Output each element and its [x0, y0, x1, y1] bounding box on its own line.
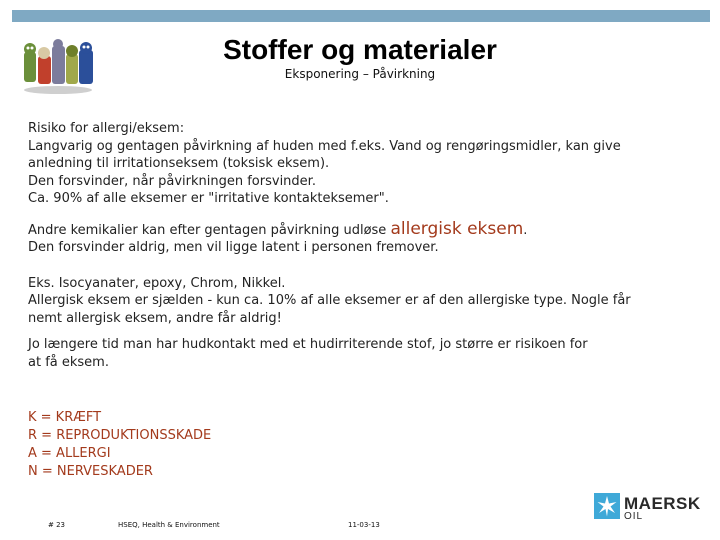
legend-item: R = REPRODUKTIONSSKADE	[28, 428, 212, 443]
content-body	[28, 120, 708, 481]
text-line: Den forsvinder, når påvirkningen forsvinder.	[28, 173, 316, 189]
text-line: Eks. Isocyanater, epoxy, Chrom, Nikkel.	[28, 275, 286, 291]
footer-date: 11-03-13	[348, 521, 380, 529]
text-line: Allergisk eksem er sjælden - kun ca. 10% af alle eksemer er af den allergiske type. Nogle får	[28, 293, 631, 308]
maersk-oil-logo	[594, 493, 714, 523]
section-heading: Risiko for allergi/eksem:	[28, 121, 185, 136]
brand-sub: OIL	[624, 511, 644, 522]
text-line: nemt allergisk eksem, andre får aldrig!	[28, 310, 282, 326]
text-line: at få eksem.	[28, 354, 109, 370]
text-line: Jo længere tid man har hudkontakt med et hudirriterende stof, jo større er risikoen for	[28, 337, 588, 352]
text-fragment: Andre kemikalier kan efter gentagen påvirkning udløse	[28, 222, 387, 238]
page-subtitle: Eksponering – Påvirkning	[284, 67, 436, 81]
maersk-star-icon	[594, 493, 620, 519]
brand-name: MAERSK	[624, 494, 701, 513]
highlight-allergic-eczema: allergisk eksem	[390, 218, 524, 239]
top-bar	[12, 10, 710, 22]
text-line: anledning til irritationseksem (toksisk eksem).	[28, 156, 330, 171]
page-title: Stoffer og materialer	[223, 34, 497, 65]
legend-item: A = ALLERGI	[28, 446, 111, 461]
legend-item: N = NERVESKADER	[28, 464, 153, 479]
text-line: Den forsvinder aldrig, men vil ligge latent i personen fremover.	[28, 240, 439, 255]
text-line	[28, 218, 708, 240]
hazard-legend	[28, 409, 708, 481]
footer-department: HSEQ, Health & Environment	[118, 521, 220, 529]
text-line: Langvarig og gentagen påvirkning af huden med f.eks. Vand og rengøringsmidler, kan give	[28, 138, 621, 154]
text-line: Ca. 90% af alle eksemer er "irritative kontakteksemer".	[28, 191, 389, 206]
footer-page-number: # 23	[48, 521, 65, 529]
legend-item: K = KRÆFT	[28, 410, 102, 425]
text-fragment: .	[523, 222, 528, 238]
